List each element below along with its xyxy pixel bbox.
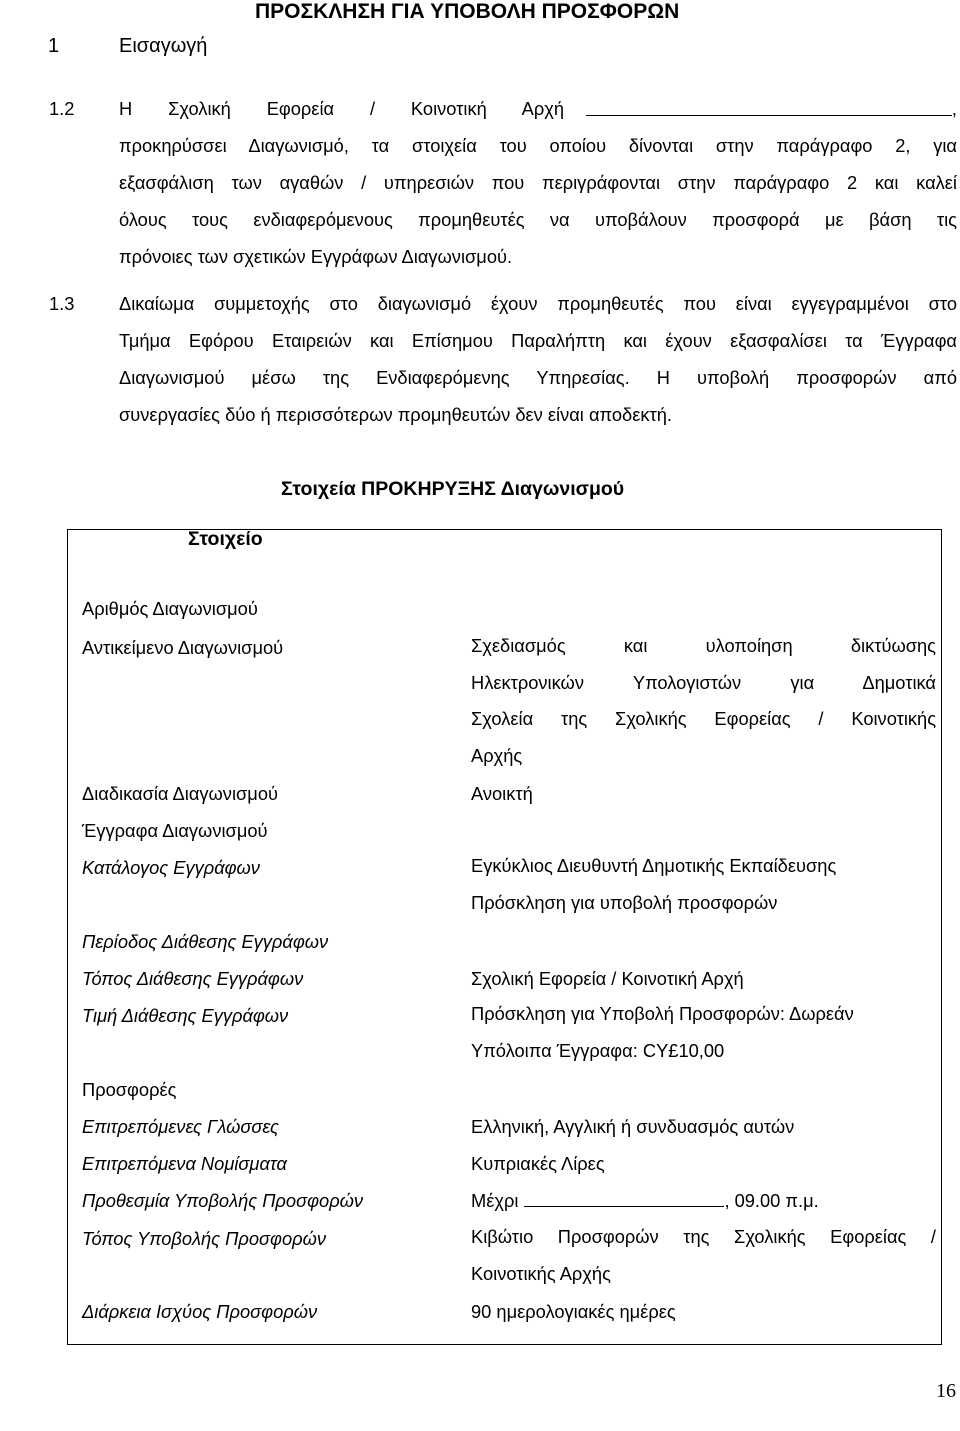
paragraph-text: Δικαίωμα συμμετοχής στο διαγωνισμό έχουν προμηθευτές που είναι εγγεγραμμένοι στο <box>119 292 957 314</box>
row-label: Αριθμός Διαγωνισμού <box>82 598 258 619</box>
row-label: Τόπος Διάθεσης Εγγράφων <box>82 968 304 989</box>
row-label: Προθεσμία Υποβολής Προσφορών <box>82 1190 364 1211</box>
row-value: Ελληνική, Αγγλική ή συνδυασμός αυτών <box>471 1116 795 1137</box>
row-label: Κατάλογος Εγγράφων <box>82 857 260 878</box>
row-label: Τόπος Υποβολής Προσφορών <box>82 1228 326 1249</box>
row-value: Πρόσκληση για Υποβολή Προσφορών: Δωρεάν <box>471 1003 854 1024</box>
paragraph-text: συνεργασίες δύο ή περισσότερων προμηθευτών δεν είναι αποδεκτή. <box>119 403 672 425</box>
row-label: Τιμή Διάθεσης Εγγράφων <box>82 1005 289 1026</box>
row-value: 90 ημερολογιακές ημέρες <box>471 1301 676 1322</box>
page-number: 16 <box>936 1380 956 1402</box>
row-label: Προσφορές <box>82 1079 177 1100</box>
paragraph-1-3 <box>49 285 957 433</box>
row-label: Διαδικασία Διαγωνισμού <box>82 783 278 804</box>
row-value: Σχεδιασμός και υλοποίηση δικτύωσης <box>471 635 936 656</box>
row-value: Υπόλοιπα Έγγραφα: CY£10,00 <box>471 1039 725 1061</box>
paragraph-text: προκηρύσσει Διαγωνισμό, τα στοιχεία του οποίου δίνονται στην παράγραφο 2, για <box>119 134 957 156</box>
paragraph-number: 1.2 <box>49 97 75 119</box>
row-value: Σχολική Εφορεία / Κοινοτική Αρχή <box>471 968 744 989</box>
row-value: Κιβώτιο Προσφορών της Σχολικής Εφορείας / <box>471 1226 936 1247</box>
row-label: Έγγραφα Διαγωνισμού <box>82 820 268 841</box>
paragraph-number: 1.3 <box>49 292 75 314</box>
row-value: Αρχής <box>471 744 523 766</box>
row-value: Κοινοτικής Αρχής <box>471 1262 611 1284</box>
row-value: Σχολεία της Σχολικής Εφορείας / Κοινοτικής <box>471 708 936 729</box>
table-column-header: Στοιχείο <box>188 528 263 550</box>
row-label: Επιτρεπόμενα Νομίσματα <box>82 1153 287 1174</box>
paragraph-text: όλους τους ενδιαφερόμενους προμηθευτές να υποβάλουν προσφορά με βάση τις <box>119 208 957 230</box>
row-label: Επιτρεπόμενες Γλώσσες <box>82 1116 279 1137</box>
row-value: , 09.00 π.μ. <box>724 1190 819 1211</box>
table-title: Στοιχεία ΠΡΟΚΗΡΥΞΗΣ Διαγωνισμού <box>281 478 625 500</box>
row-value: Πρόσκληση για υποβολή προσφορών <box>471 891 778 913</box>
row-label: Περίοδος Διάθεσης Εγγράφων <box>82 931 329 952</box>
row-value: Μέχρι <box>471 1190 519 1211</box>
paragraph-text: Τμήμα Εφόρου Εταιρειών και Επίσημου Παραλήπτη και έχουν εξασφαλίσει τα Έγγραφα <box>119 329 957 351</box>
section-title: Εισαγωγή <box>119 35 208 57</box>
row-value: Κυπριακές Λίρες <box>471 1153 605 1174</box>
paragraph-text: πρόνοιες των σχετικών Εγγράφων Διαγωνισμού. <box>119 245 513 267</box>
paragraph-text: Διαγωνισμού μέσω της Ενδιαφερόμενης Υπηρεσίας. Η υποβολή προσφορών από <box>119 366 957 388</box>
document-title: ΠΡΟΣΚΛΗΣΗ ΓΙΑ ΥΠΟΒΟΛΗ ΠΡΟΣΦΟΡΩΝ <box>255 0 680 23</box>
row-value: Ηλεκτρονικών Υπολογιστών για Δημοτικά <box>471 671 936 693</box>
paragraph-text: , <box>951 97 957 119</box>
paragraph-1-2 <box>49 90 957 275</box>
row-value: Εγκύκλιος Διευθυντή Δημοτικής Εκπαίδευσης <box>471 855 837 876</box>
section-number: 1 <box>48 35 60 57</box>
row-value: Ανοικτή <box>471 783 533 804</box>
paragraph-text: εξασφάλιση των αγαθών / υπηρεσιών που περιγράφονται στην παράγραφο 2 και καλεί <box>119 171 957 193</box>
row-label: Διάρκεια Ισχύος Προσφορών <box>82 1301 318 1322</box>
blank-field <box>586 101 952 116</box>
blank-field <box>524 1192 724 1207</box>
row-label: Αντικείμενο Διαγωνισμού <box>82 637 284 658</box>
paragraph-text: Η Σχολική Εφορεία / Κοινοτική Αρχή <box>119 97 564 119</box>
